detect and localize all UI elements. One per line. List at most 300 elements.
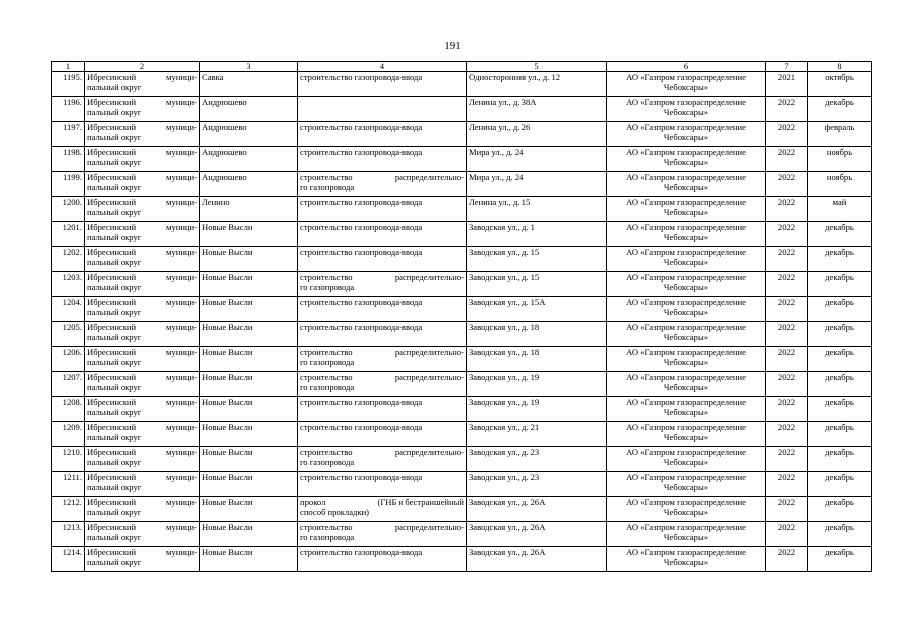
settlement-cell: Новые Высли	[200, 522, 298, 547]
municipality-text: муници-	[166, 172, 197, 182]
year-cell: 2022	[766, 222, 808, 247]
table-row	[52, 172, 872, 197]
work-text: го газопровода	[300, 382, 355, 393]
municipality-cell	[85, 222, 200, 247]
organization-text: Чебоксары»	[663, 357, 709, 368]
settlement-cell: Новые Высли	[200, 347, 298, 372]
municipality-text: муници-	[166, 197, 197, 207]
year-cell: 2022	[766, 547, 808, 572]
work-text: строительство газопровода-ввода	[300, 397, 423, 407]
organization-text: АО «Газпром газораспределение	[626, 422, 746, 432]
organization-text: Чебоксары»	[663, 282, 709, 293]
table-row	[52, 422, 872, 447]
work-text: строительство газопровода-ввода	[300, 72, 423, 82]
municipality-text: пальный округ	[87, 282, 142, 293]
row-number: 1200.	[52, 197, 85, 222]
municipality-text: Ибресинский	[87, 197, 137, 207]
organization-text: Чебоксары»	[663, 207, 709, 218]
column-header: 3	[200, 62, 298, 72]
work-type-cell	[298, 347, 467, 372]
municipality-text: пальный округ	[87, 307, 142, 318]
work-text: строительство газопровода-ввода	[300, 547, 423, 557]
municipality-cell	[85, 497, 200, 522]
organization-text: АО «Газпром газораспределение	[626, 497, 746, 507]
settlement-cell: Андрюшево	[200, 172, 298, 197]
month-cell: декабрь	[808, 497, 872, 522]
organization-text: Чебоксары»	[663, 232, 709, 243]
month-cell: февраль	[808, 122, 872, 147]
organization-text: Чебоксары»	[663, 307, 709, 318]
municipality-text: Ибресинский	[87, 422, 137, 432]
row-number: 1202.	[52, 247, 85, 272]
organization-text: Чебоксары»	[663, 407, 709, 418]
organization-cell	[607, 447, 766, 472]
work-text: го газопровода	[300, 357, 355, 368]
table-row	[52, 122, 872, 147]
work-type-cell	[298, 397, 467, 422]
table-row	[52, 222, 872, 247]
municipality-text: пальный округ	[87, 132, 142, 143]
organization-text: Чебоксары»	[663, 82, 709, 93]
work-text: строительство	[300, 447, 353, 457]
year-cell: 2021	[766, 72, 808, 97]
municipality-text: пальный округ	[87, 232, 142, 243]
municipality-text: Ибресинский	[87, 522, 137, 532]
municipality-text: пальный округ	[87, 182, 142, 193]
organization-text: Чебоксары»	[663, 507, 709, 518]
municipality-text: Ибресинский	[87, 272, 137, 282]
work-type-cell	[298, 147, 467, 172]
work-type-cell	[298, 172, 467, 197]
address-cell: Ленина ул., д. 15	[467, 197, 607, 222]
municipality-text: муници-	[166, 522, 197, 532]
work-type-cell	[298, 72, 467, 97]
year-cell: 2022	[766, 497, 808, 522]
work-type-cell	[298, 97, 467, 122]
municipality-text: пальный округ	[87, 557, 142, 568]
settlement-cell: Новые Высли	[200, 222, 298, 247]
organization-text: АО «Газпром газораспределение	[626, 447, 746, 457]
work-text: строительство газопровода-ввода	[300, 472, 423, 482]
row-number: 1209.	[52, 422, 85, 447]
organization-cell	[607, 222, 766, 247]
settlement-cell: Новые Высли	[200, 297, 298, 322]
work-type-cell	[298, 422, 467, 447]
registry-table	[51, 61, 872, 572]
month-cell: декабрь	[808, 422, 872, 447]
work-text: распределительно-	[394, 522, 464, 532]
organization-cell	[607, 522, 766, 547]
work-text: распределительно-	[394, 372, 464, 382]
organization-text: АО «Газпром газораспределение	[626, 347, 746, 357]
month-cell: декабрь	[808, 472, 872, 497]
municipality-text: муници-	[166, 222, 197, 232]
municipality-text: Ибресинский	[87, 172, 137, 182]
table-row	[52, 322, 872, 347]
row-number: 1210.	[52, 447, 85, 472]
settlement-cell: Новые Высли	[200, 447, 298, 472]
row-number: 1212.	[52, 497, 85, 522]
municipality-text: Ибресинский	[87, 122, 137, 132]
municipality-text: пальный округ	[87, 332, 142, 343]
address-cell: Заводская ул., д. 19	[467, 397, 607, 422]
row-number: 1196.	[52, 97, 85, 122]
organization-text: АО «Газпром газораспределение	[626, 372, 746, 382]
year-cell: 2022	[766, 447, 808, 472]
municipality-cell	[85, 247, 200, 272]
municipality-text: муници-	[166, 147, 197, 157]
municipality-text: муници-	[166, 322, 197, 332]
column-header: 2	[85, 62, 200, 72]
organization-cell	[607, 422, 766, 447]
municipality-cell	[85, 272, 200, 297]
row-number: 1211.	[52, 472, 85, 497]
organization-text: Чебоксары»	[663, 457, 709, 468]
address-cell: Заводская ул., д. 23	[467, 472, 607, 497]
work-text: го газопровода	[300, 457, 355, 468]
address-cell: Заводская ул., д. 19	[467, 372, 607, 397]
work-type-cell	[298, 272, 467, 297]
row-number: 1201.	[52, 222, 85, 247]
month-cell: декабрь	[808, 447, 872, 472]
month-cell: декабрь	[808, 222, 872, 247]
municipality-text: Ибресинский	[87, 497, 137, 507]
organization-text: АО «Газпром газораспределение	[626, 297, 746, 307]
table-row	[52, 97, 872, 122]
municipality-text: пальный округ	[87, 82, 142, 93]
header-row	[52, 62, 872, 72]
work-text: распределительно-	[394, 272, 464, 282]
row-number: 1205.	[52, 322, 85, 347]
organization-text: Чебоксары»	[663, 432, 709, 443]
address-cell: Заводская ул., д. 23	[467, 447, 607, 472]
table-row	[52, 447, 872, 472]
work-type-cell	[298, 472, 467, 497]
municipality-cell	[85, 447, 200, 472]
municipality-text: Ибресинский	[87, 547, 137, 557]
settlement-cell: Андрюшево	[200, 147, 298, 172]
municipality-text: Ибресинский	[87, 97, 137, 107]
table-row	[52, 247, 872, 272]
column-header: 1	[52, 62, 85, 72]
work-text: строительство газопровода-ввода	[300, 322, 423, 332]
table-row	[52, 547, 872, 572]
municipality-text: муници-	[166, 272, 197, 282]
municipality-text: пальный округ	[87, 107, 142, 118]
work-text: строительство газопровода-ввода	[300, 122, 423, 132]
address-cell: Заводская ул., д. 15А	[467, 297, 607, 322]
municipality-cell	[85, 397, 200, 422]
year-cell: 2022	[766, 272, 808, 297]
organization-cell	[607, 72, 766, 97]
settlement-cell: Новые Высли	[200, 322, 298, 347]
row-number: 1197.	[52, 122, 85, 147]
settlement-cell: Ленино	[200, 197, 298, 222]
work-text: распределительно-	[394, 172, 464, 182]
row-number: 1198.	[52, 147, 85, 172]
municipality-cell	[85, 97, 200, 122]
work-text: строительство газопровода-ввода	[300, 422, 423, 432]
month-cell: декабрь	[808, 397, 872, 422]
organization-text: АО «Газпром газораспределение	[626, 322, 746, 332]
organization-cell	[607, 297, 766, 322]
year-cell: 2022	[766, 347, 808, 372]
municipality-cell	[85, 197, 200, 222]
work-type-cell	[298, 322, 467, 347]
municipality-text: пальный округ	[87, 432, 142, 443]
municipality-text: муници-	[166, 72, 197, 82]
settlement-cell: Новые Высли	[200, 497, 298, 522]
month-cell: ноябрь	[808, 147, 872, 172]
address-cell: Заводская ул., д. 15	[467, 272, 607, 297]
year-cell: 2022	[766, 97, 808, 122]
work-text: строительство газопровода-ввода	[300, 297, 423, 307]
settlement-cell: Новые Высли	[200, 397, 298, 422]
municipality-text: Ибресинский	[87, 347, 137, 357]
column-header: 5	[467, 62, 607, 72]
organization-text: АО «Газпром газораспределение	[626, 72, 746, 82]
municipality-cell	[85, 347, 200, 372]
address-cell: Заводская ул., д. 18	[467, 347, 607, 372]
municipality-cell	[85, 72, 200, 97]
municipality-text: муници-	[166, 347, 197, 357]
work-type-cell	[298, 447, 467, 472]
municipality-cell	[85, 547, 200, 572]
municipality-cell	[85, 322, 200, 347]
column-header: 6	[607, 62, 766, 72]
work-type-cell	[298, 197, 467, 222]
organization-cell	[607, 272, 766, 297]
organization-text: АО «Газпром газораспределение	[626, 247, 746, 257]
organization-cell	[607, 197, 766, 222]
column-header: 4	[298, 62, 467, 72]
organization-text: Чебоксары»	[663, 182, 709, 193]
month-cell: декабрь	[808, 97, 872, 122]
year-cell: 2022	[766, 197, 808, 222]
organization-cell	[607, 372, 766, 397]
organization-text: АО «Газпром газораспределение	[626, 222, 746, 232]
organization-cell	[607, 147, 766, 172]
municipality-text: Ибресинский	[87, 472, 137, 482]
settlement-cell: Новые Высли	[200, 247, 298, 272]
work-type-cell	[298, 222, 467, 247]
address-cell: Заводская ул., д. 1	[467, 222, 607, 247]
municipality-text: муници-	[166, 372, 197, 382]
work-type-cell	[298, 497, 467, 522]
work-type-cell	[298, 547, 467, 572]
row-number: 1208.	[52, 397, 85, 422]
municipality-cell	[85, 297, 200, 322]
municipality-cell	[85, 372, 200, 397]
settlement-cell: Андрюшево	[200, 97, 298, 122]
municipality-text: муници-	[166, 122, 197, 132]
organization-cell	[607, 247, 766, 272]
organization-text: АО «Газпром газораспределение	[626, 272, 746, 282]
municipality-text: муници-	[166, 422, 197, 432]
table-row	[52, 197, 872, 222]
organization-text: Чебоксары»	[663, 532, 709, 543]
work-text: (ГНБ и бестраншейный	[377, 497, 464, 507]
settlement-cell: Новые Высли	[200, 472, 298, 497]
organization-cell	[607, 397, 766, 422]
table-row	[52, 497, 872, 522]
table-body	[52, 72, 872, 572]
organization-cell	[607, 347, 766, 372]
municipality-text: пальный округ	[87, 407, 142, 418]
municipality-text: Ибресинский	[87, 397, 137, 407]
municipality-text: Ибресинский	[87, 322, 137, 332]
organization-cell	[607, 122, 766, 147]
organization-text: Чебоксары»	[663, 257, 709, 268]
month-cell: декабрь	[808, 297, 872, 322]
municipality-text: пальный округ	[87, 507, 142, 518]
municipality-text: Ибресинский	[87, 247, 137, 257]
settlement-cell: Новые Высли	[200, 372, 298, 397]
work-text: распределительно-	[394, 347, 464, 357]
page-number: 191	[444, 40, 461, 52]
row-number: 1195.	[52, 72, 85, 97]
year-cell: 2022	[766, 247, 808, 272]
municipality-cell	[85, 172, 200, 197]
row-number: 1207.	[52, 372, 85, 397]
table-row	[52, 347, 872, 372]
year-cell: 2022	[766, 122, 808, 147]
municipality-text: муници-	[166, 497, 197, 507]
row-number: 1203.	[52, 272, 85, 297]
municipality-text: муници-	[166, 247, 197, 257]
row-number: 1214.	[52, 547, 85, 572]
column-header: 7	[766, 62, 808, 72]
municipality-text: муници-	[166, 447, 197, 457]
settlement-cell: Новые Высли	[200, 547, 298, 572]
municipality-text: пальный округ	[87, 207, 142, 218]
year-cell: 2022	[766, 172, 808, 197]
year-cell: 2022	[766, 297, 808, 322]
month-cell: май	[808, 197, 872, 222]
work-type-cell	[298, 522, 467, 547]
month-cell: ноябрь	[808, 172, 872, 197]
municipality-text: Ибресинский	[87, 222, 137, 232]
municipality-text: пальный округ	[87, 357, 142, 368]
organization-text: Чебоксары»	[663, 107, 709, 118]
work-text: строительство	[300, 522, 353, 532]
work-text: распределительно-	[394, 447, 464, 457]
work-text: строительство газопровода-ввода	[300, 147, 423, 157]
address-cell: Мира ул., д. 24	[467, 147, 607, 172]
municipality-cell	[85, 122, 200, 147]
municipality-text: Ибресинский	[87, 147, 137, 157]
work-type-cell	[298, 297, 467, 322]
organization-text: АО «Газпром газораспределение	[626, 97, 746, 107]
month-cell: декабрь	[808, 347, 872, 372]
address-cell: Заводская ул., д. 26А	[467, 497, 607, 522]
settlement-cell: Новые Высли	[200, 272, 298, 297]
municipality-text: муници-	[166, 397, 197, 407]
table-row	[52, 397, 872, 422]
organization-text: Чебоксары»	[663, 157, 709, 168]
year-cell: 2022	[766, 397, 808, 422]
municipality-cell	[85, 147, 200, 172]
table-row	[52, 472, 872, 497]
table-row	[52, 522, 872, 547]
row-number: 1213.	[52, 522, 85, 547]
municipality-text: пальный округ	[87, 482, 142, 493]
year-cell: 2022	[766, 522, 808, 547]
municipality-text: Ибресинский	[87, 372, 137, 382]
organization-text: АО «Газпром газораспределение	[626, 172, 746, 182]
organization-cell	[607, 322, 766, 347]
month-cell: декабрь	[808, 372, 872, 397]
work-text: го газопровода	[300, 532, 355, 543]
work-text: строительство газопровода-ввода	[300, 222, 423, 232]
organization-text: Чебоксары»	[663, 332, 709, 343]
work-text: строительство	[300, 172, 353, 182]
municipality-text: пальный округ	[87, 257, 142, 268]
organization-text: АО «Газпром газораспределение	[626, 122, 746, 132]
organization-text: Чебоксары»	[663, 382, 709, 393]
organization-cell	[607, 172, 766, 197]
organization-cell	[607, 97, 766, 122]
municipality-text: муници-	[166, 297, 197, 307]
municipality-cell	[85, 472, 200, 497]
month-cell: октябрь	[808, 72, 872, 97]
organization-text: АО «Газпром газораспределение	[626, 522, 746, 532]
organization-text: АО «Газпром газораспределение	[626, 147, 746, 157]
municipality-text: муници-	[166, 547, 197, 557]
year-cell: 2022	[766, 372, 808, 397]
address-cell: Заводская ул., д. 26А	[467, 522, 607, 547]
address-cell: Заводская ул., д. 26А	[467, 547, 607, 572]
address-cell: Заводская ул., д. 21	[467, 422, 607, 447]
work-text: строительство	[300, 272, 353, 282]
year-cell: 2022	[766, 147, 808, 172]
work-text: го газопровода	[300, 182, 355, 193]
work-text: строительство	[300, 372, 353, 382]
address-cell: Заводская ул., д. 18	[467, 322, 607, 347]
settlement-cell: Савка	[200, 72, 298, 97]
work-text: строительство	[300, 347, 353, 357]
row-number: 1206.	[52, 347, 85, 372]
work-text: го газопровода	[300, 282, 355, 293]
address-cell: Мира ул., д. 24	[467, 172, 607, 197]
month-cell: декабрь	[808, 547, 872, 572]
month-cell: декабрь	[808, 247, 872, 272]
settlement-cell: Андрюшево	[200, 122, 298, 147]
municipality-text: пальный округ	[87, 382, 142, 393]
municipality-text: Ибресинский	[87, 72, 137, 82]
month-cell: декабрь	[808, 322, 872, 347]
municipality-cell	[85, 522, 200, 547]
table-row	[52, 72, 872, 97]
row-number: 1199.	[52, 172, 85, 197]
work-type-cell	[298, 372, 467, 397]
column-header: 8	[808, 62, 872, 72]
municipality-text: муници-	[166, 472, 197, 482]
work-text: прокол	[300, 497, 326, 507]
municipality-text: муници-	[166, 97, 197, 107]
organization-cell	[607, 472, 766, 497]
organization-text: АО «Газпром газораспределение	[626, 197, 746, 207]
work-text: строительство газопровода-ввода	[300, 247, 423, 257]
organization-text: АО «Газпром газораспределение	[626, 547, 746, 557]
organization-text: АО «Газпром газораспределение	[626, 472, 746, 482]
address-cell: Односторонняя ул., д. 12	[467, 72, 607, 97]
organization-text: Чебоксары»	[663, 132, 709, 143]
address-cell: Ленина ул., д. 38А	[467, 97, 607, 122]
organization-text: АО «Газпром газораспределение	[626, 397, 746, 407]
organization-cell	[607, 497, 766, 522]
year-cell: 2022	[766, 472, 808, 497]
